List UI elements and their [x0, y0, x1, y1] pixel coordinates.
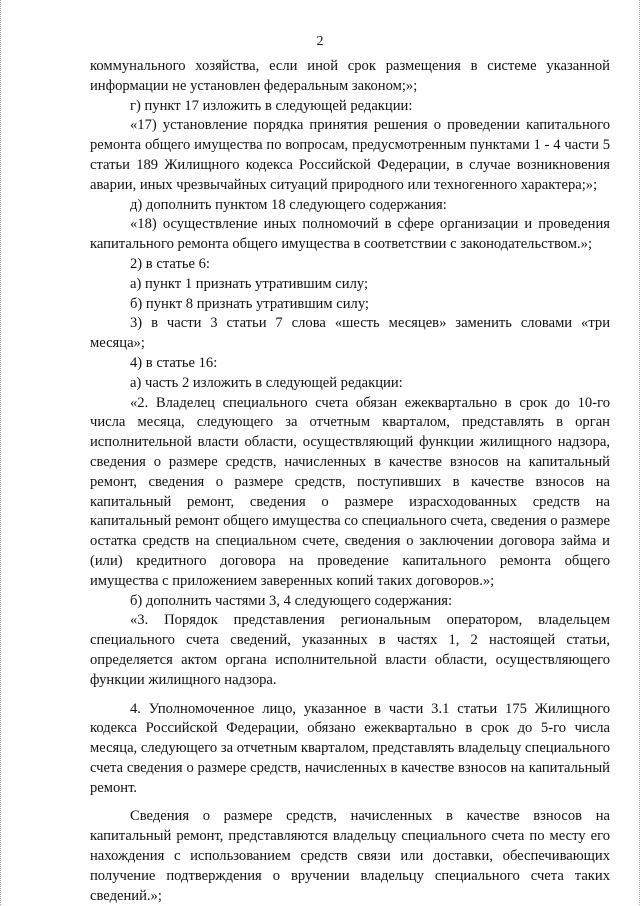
document-body — [90, 57, 610, 906]
paragraph-information-delivery: Сведения о размере средств, начисленных в качестве взносов на капитальный ремонт, представляются владельцу специального счета по месту его нахождения с использованием средств связи или доставки, обеспечивающих получение подтверждения о вручении владельцу специального счета таких сведений.»; — [90, 808, 610, 904]
paragraph-article-16: 4) в статье 16: — [130, 354, 218, 371]
page-number: 2 — [316, 34, 324, 49]
paragraph-point-18: «18) осуществление иных полномочий в сфере организации и проведения капитального ремонта общего имущества в соответствии с законодательством.»; — [90, 216, 610, 253]
paragraph-point-17: «17) установление порядка принятия решения о проведении капитального ремонта общего имущества по вопросам, предусмотренным пунктами 1 - 4 части 5 статьи 189 Жилищного кодекса Российской Федерации, в случае возникновения аварии, иных чрезвычайных ситуаций природного или техногенного характера;»; — [90, 117, 610, 193]
paragraph-item-d: д) дополнить пунктом 18 следующего содержания: — [130, 196, 447, 213]
paragraph-part-2-text: «2. Владелец специального счета обязан ежеквартально в срок до 10-го числа месяца, следующего за отчетным кварталом, представлять в орган исполнительной власти области, осуществляющий функции жилищного надзора, сведения о размере средств, начисленных в качестве взносов на капитальный ремонт, сведения о размере средств, поступивших в качестве взносов на капитальный ремонт, сведения о размере израсходованных средств на капитальный ремонт общего имущества со специального счета, сведения о размере остатка средств на специальном счете, сведения о заключении договора займа и (или) кредитного договора на проведение капитального ремонта общего имущества с приложением заверенных копий таких договоров.»; — [90, 394, 610, 589]
paragraph-part-4-text: 4. Уполномоченное лицо, указанное в части 3.1 статьи 175 Жилищного кодекса Российской Федерации, обязано ежеквартально в срок до 5-го числа месяца, следующего за отчетным кварталом, представлять владельцу специального счета сведения о размере средств, начисленных в качестве взносов на капитальный ремонт. — [90, 700, 610, 796]
paragraph-article-6: 2) в статье 6: — [130, 255, 210, 272]
paragraph-item-a-point-1: а) пункт 1 признать утратившим силу; — [130, 275, 369, 292]
paragraph-item-b-point-8: б) пункт 8 признать утратившим силу; — [130, 295, 369, 312]
paragraph-item-b-parts-3-4: б) дополнить частями 3, 4 следующего содержания: — [130, 592, 453, 609]
paragraph-article-7: 3) в части 3 статьи 7 слова «шесть месяцев» заменить словами «три месяца»; — [90, 315, 610, 352]
paragraph-item-a-part-2: а) часть 2 изложить в следующей редакции: — [130, 374, 403, 391]
paragraph-part-3-text: «3. Порядок представления региональным оператором, владельцем специального счета сведений, указанных в частях 1, 2 настоящей статьи, определяется актом органа исполнительной власти области, осуществляющего функции жилищного надзора. — [90, 612, 610, 688]
scan-left-edge — [0, 0, 4, 905]
paragraph-item-g: г) пункт 17 изложить в следующей редакции: — [130, 97, 413, 114]
paragraph-continuation: коммунального хозяйства, если иной срок размещения в системе указанной информации не установлен федеральным законом;»; — [90, 58, 610, 94]
